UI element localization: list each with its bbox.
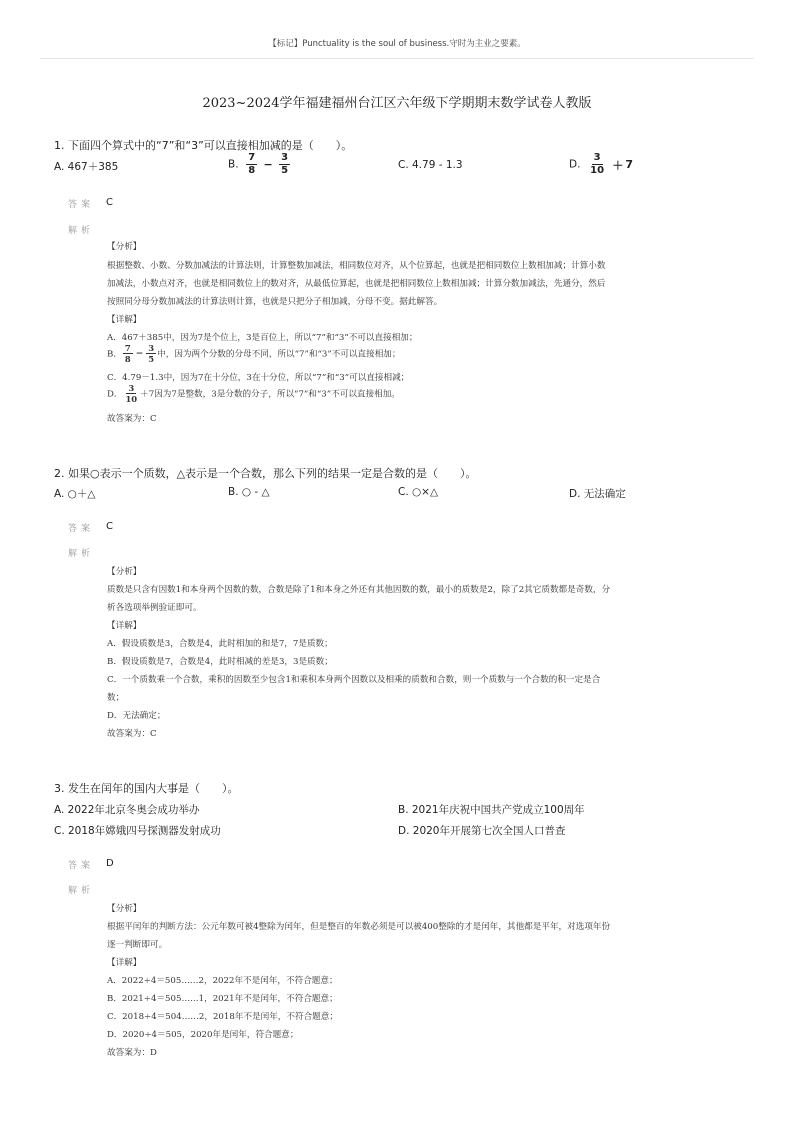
q2-option-d[interactable]: D. 无法确定	[569, 488, 626, 500]
q2-option-a[interactable]: A. ○＋△	[54, 488, 96, 500]
q3-analysis-heading: 【分析】	[107, 904, 142, 914]
q1-analysis-line-3: 按照同分母分数加减法的计算法则计算，也就是只把分子相加减，分母不变。据此解答。	[107, 297, 443, 307]
q2-analysis-line-1: 质数是只含有因数1和本身两个因数的数，合数是除了1和本身之外还有其他因数的数，最小的质数是2，除了2其它质数都是奇数，分	[107, 585, 611, 595]
q1-option-a[interactable]: A. 467＋385	[54, 161, 119, 173]
document-title: 2023~2024学年福建福州台江区六年级下学期期末数学试卷人教版	[202, 96, 592, 111]
q1-answer-value: C	[106, 197, 113, 208]
q2-option-c[interactable]: C. ○×△	[398, 486, 439, 498]
q1-detail-d	[107, 384, 400, 404]
q1-detail-b-fraction-1: $\frac{7}{8}$	[124, 343, 131, 365]
q2-detail-c-line-2: 数；	[107, 693, 125, 703]
q2-detail-c-line-1: C．一个质数乘一个合数，乘积的因数至少包含1和乘积本身两个因数以及相乘的质数和合数，则一个质数与一个合数的积一定是合	[107, 675, 601, 685]
q3-option-b[interactable]: B. 2021年庆祝中国共产党成立100周年	[398, 804, 585, 816]
header-divider	[40, 58, 754, 59]
q1-option-d-addend: 7	[625, 158, 634, 171]
q1-option-d-label: D.	[569, 158, 581, 171]
q3-analysis-line-1: 根据平闰年的判断方法：公元年数可被4整除为闰年，但是整百的年数必须是可以被400整除的才是闰年，其他都是平年，对选项年份	[107, 922, 611, 932]
q1-analysis-line-2: 加减法，小数点对齐，也就是相同数位上的数对齐，从最低位算起，也就是把相同数位上数相加减；计算分数加减法，先通分，然后	[107, 279, 606, 289]
q3-option-d[interactable]: D. 2020年开展第七次全国人口普查	[398, 825, 566, 837]
q3-conclusion: 故答案为：D	[107, 1048, 157, 1058]
q1-option-d-fraction: $\frac{3}{10}$	[590, 152, 605, 176]
page-header-note: 【标记】Punctuality is the soul of business.守时为主业之要素。	[268, 39, 526, 49]
q1-analysis-line-1: 根据整数、小数、分数加减法的计算法则，计算整数加减法，相同数位对齐，从个位算起，也就是把相同数位上数相加减；计算小数	[107, 261, 606, 271]
q1-analysis-label: 解析	[68, 226, 95, 236]
q1-option-b[interactable]	[228, 153, 291, 176]
q1-conclusion: 故答案为：C	[107, 414, 157, 424]
q3-answer-label: 答案	[68, 861, 95, 871]
q1-option-b-operator: −	[263, 158, 273, 171]
q3-analysis-label: 解析	[68, 886, 95, 896]
q2-conclusion: 故答案为：C	[107, 729, 157, 739]
q2-answer-value: C	[106, 521, 113, 532]
q3-stem: 3. 发生在闰年的国内大事是（ ）。	[54, 782, 239, 795]
q3-detail-c: C．2018÷4＝504……2，2018年不是闰年，不符合题意；	[107, 1012, 338, 1022]
q1-detail-b	[107, 344, 400, 364]
q1-detail-d-prefix: D．	[107, 389, 123, 400]
q3-detail-d: D．2020÷4＝505，2020年是闰年，符合题意；	[107, 1030, 299, 1040]
q1-detail-d-fraction: $\frac{3}{10}$	[125, 383, 138, 405]
q3-option-c[interactable]: C. 2018年嫦娥四号探测器发射成功	[54, 825, 221, 837]
q2-answer-label: 答案	[68, 524, 95, 534]
q1-detail-heading: 【详解】	[107, 315, 142, 325]
q2-detail-heading: 【详解】	[107, 621, 142, 631]
q1-option-d-operator: ＋	[612, 158, 624, 172]
q2-analysis-heading: 【分析】	[107, 567, 142, 577]
q2-detail-d: D．无法确定；	[107, 711, 166, 721]
q1-detail-b-fraction-2: $\frac{3}{5}$	[148, 343, 155, 365]
q1-option-b-fraction-2: $\frac{3}{5}$	[281, 152, 289, 176]
q2-analysis-label: 解析	[68, 549, 95, 559]
q2-detail-b: B．假设质数是7，合数是4，此时相减的差是3，3是质数；	[107, 657, 333, 667]
q3-answer-value: D	[106, 858, 114, 869]
q1-option-d[interactable]	[569, 153, 633, 176]
q1-detail-b-operator: −	[135, 348, 144, 359]
q2-detail-a: A．假设质数是3，合数是4，此时相加的和是7，7是质数；	[107, 639, 333, 649]
q3-option-a[interactable]: A. 2022年北京冬奥会成功举办	[54, 804, 200, 816]
q2-option-b[interactable]: B. ○ - △	[228, 486, 270, 498]
q2-analysis-line-2: 析各选项举例验证即可。	[107, 603, 202, 613]
q1-detail-a: A．467＋385中，因为7是个位上，3是百位上，所以“7”和“3”不可以直接相加；	[107, 333, 418, 343]
q1-option-c[interactable]: C. 4.79 - 1.3	[398, 159, 463, 171]
q1-option-b-fraction-1: $\frac{7}{8}$	[248, 152, 256, 176]
q3-detail-a: A．2022÷4＝505……2，2022年不是闰年，不符合题意；	[107, 976, 338, 986]
q3-analysis-line-2: 逐一判断即可。	[107, 940, 168, 950]
q1-detail-c: C．4.79－1.3中，因为7在十分位，3在十分位，所以“7”和“3”可以直接相减；	[107, 373, 410, 383]
q1-analysis-heading: 【分析】	[107, 242, 142, 252]
q1-detail-b-prefix: B．	[107, 349, 122, 360]
q3-detail-heading: 【详解】	[107, 958, 142, 968]
q3-detail-b: B．2021÷4＝505……1，2021年不是闰年，不符合题意；	[107, 994, 338, 1004]
q1-answer-label: 答案	[68, 200, 95, 210]
q1-detail-b-text: 中，因为两个分数的分母不同，所以“7”和“3”不可以直接相加；	[157, 349, 401, 360]
q1-stem: 1. 下面四个算式中的“7”和“3”可以直接相加减的是（ ）。	[54, 139, 353, 152]
q2-stem: 2. 如果○表示一个质数，△表示是一个合数，那么下列的结果一定是合数的是（ ）。	[54, 467, 477, 480]
q1-detail-d-text: ＋7因为7是整数，3是分数的分子，所以“7”和“3”不可以直接相加。	[140, 389, 400, 400]
q1-option-b-label: B.	[228, 158, 239, 171]
